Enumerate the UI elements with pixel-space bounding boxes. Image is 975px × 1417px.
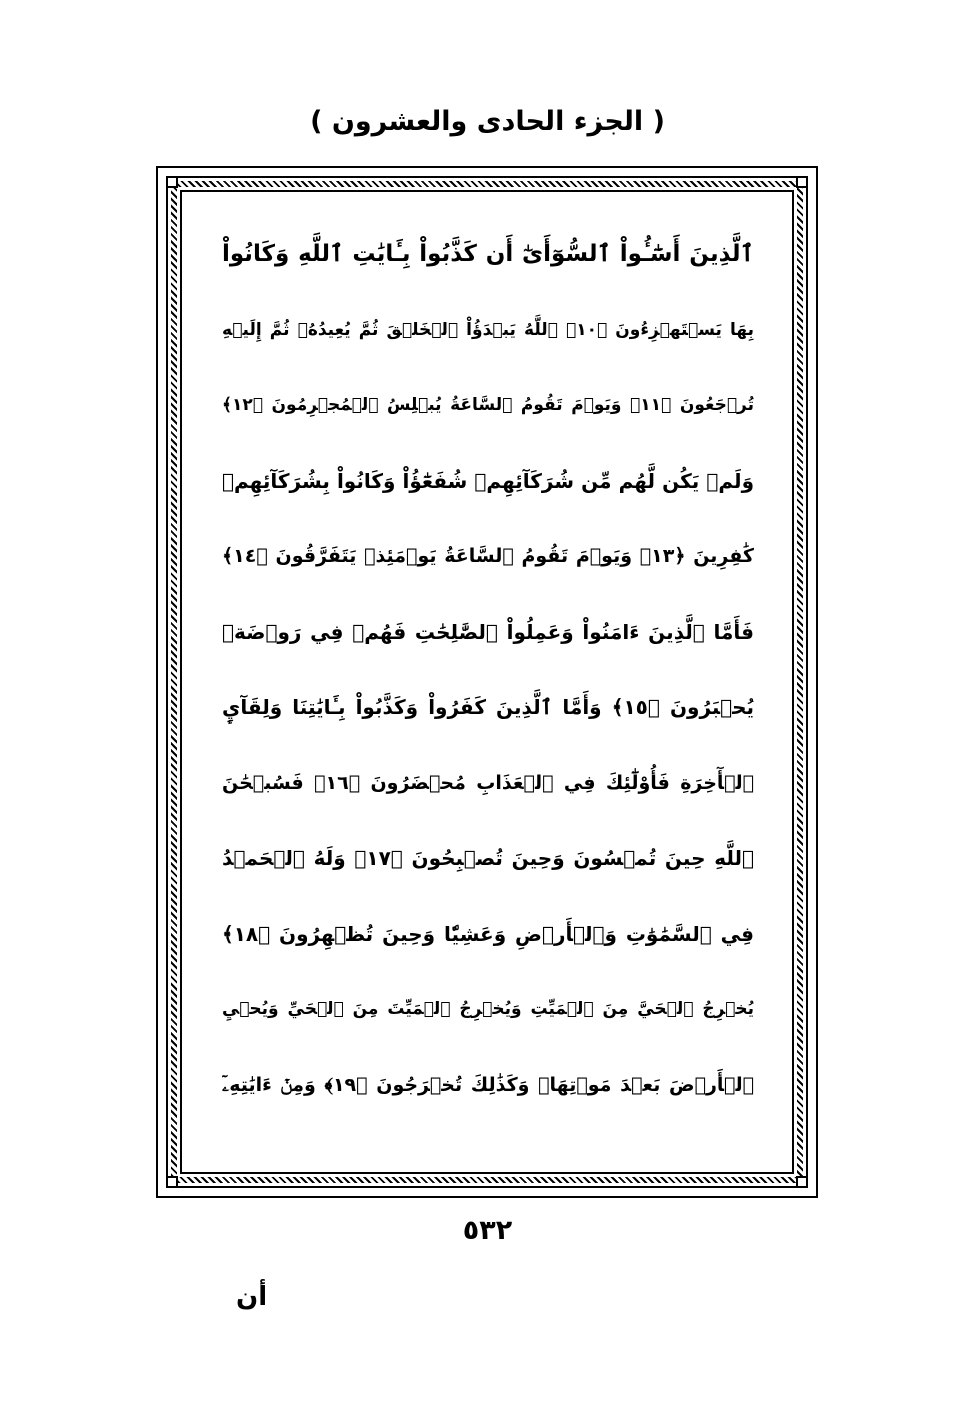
text-line: وَلَمۡ يَكُن لَّهُم مِّن شُرَكَآئِهِمۡ شُفَعَٰٓؤُاْ وَكَانُواْ بِشُرَكَآئِهِمۡ (222, 468, 754, 493)
corner-ornament-top-right (796, 176, 808, 188)
text-line: تُرۡجَعُونَ ﴿١١﴾ وَيَوۡمَ تَقُومُ ٱلسَّاعَةُ يُبۡلِسُ ٱلۡمُجۡرِمُونَ ﴿١٢﴾ (222, 395, 754, 415)
quran-text-block (222, 224, 754, 1130)
corner-ornament-top-left (166, 176, 178, 188)
corner-ornament-bottom-right (796, 1176, 808, 1188)
text-line: فِي ٱلسَّمَٰوَٰتِ وَٱلۡأَرۡضِ وَعَشِيّٗا وَحِينَ تُظۡهِرُونَ ﴿١٨﴾ (222, 921, 754, 946)
text-line: ٱلۡأٓخِرَةِ فَأُوْلَٰٓئِكَ فِي ٱلۡعَذَابِ مُحۡضَرُونَ ﴿١٦﴾ فَسُبۡحَٰنَ (222, 771, 754, 794)
text-line: كَٰفِرِينَ ﴿١٣﴾ وَيَوۡمَ تَقُومُ ٱلسَّاعَةُ يَوۡمَئِذٖ يَتَفَرَّقُونَ ﴿١٤﴾ (222, 545, 754, 567)
page-number: ٥٣٢ (462, 1215, 513, 1246)
corner-ornament-bottom-left (166, 1176, 178, 1188)
text-line: بِهَا يَسۡتَهۡزِءُونَ ﴿١٠﴾ ٱللَّهُ يَبۡدَؤُاْ ٱلۡخَلۡقَ ثُمَّ يُعِيدُهُۥ ثُمَّ إِلَيۡهِ (222, 319, 754, 340)
text-line: ٱلۡأَرۡضَ بَعۡدَ مَوۡتِهَاۚ وَكَذَٰلِكَ تُخۡرَجُونَ ﴿١٩﴾ وَمِنۡ ءَايَٰتِهِۦٓ (222, 1073, 754, 1096)
text-line: يُحۡبَرُونَ ﴿١٥﴾ وَأَمَّا ٱلَّذِينَ كَفَرُواْ وَكَذَّبُواْ بِـَٔايَٰتِنَا وَلِقَآيِٕ (222, 695, 754, 719)
catchword: أن (236, 1282, 268, 1312)
page-header-title: ( الجزء الحادى والعشرون ) (310, 106, 665, 137)
text-line: ٱلَّذِينَ أَسَٰٓـُٔواْ ٱلسُّوٓأَىٰٓ أَن كَذَّبُواْ بِـَٔايَٰتِ ٱللَّهِ وَكَانُواْ (222, 241, 754, 267)
text-line: ٱللَّهِ حِينَ تُمۡسُونَ وَحِينَ تُصۡبِحُونَ ﴿١٧﴾ وَلَهُ ٱلۡحَمۡدُ (222, 846, 754, 870)
text-line: يُخۡرِجُ ٱلۡحَيَّ مِنَ ٱلۡمَيِّتِ وَيُخۡرِجُ ٱلۡمَيِّتَ مِنَ ٱلۡحَيِّ وَيُحۡيِ (222, 999, 754, 1019)
text-line: فَأَمَّا ٱلَّذِينَ ءَامَنُواْ وَعَمِلُواْ ٱلصَّٰلِحَٰتِ فَهُمۡ فِي رَوۡضَةٖ (222, 619, 754, 644)
